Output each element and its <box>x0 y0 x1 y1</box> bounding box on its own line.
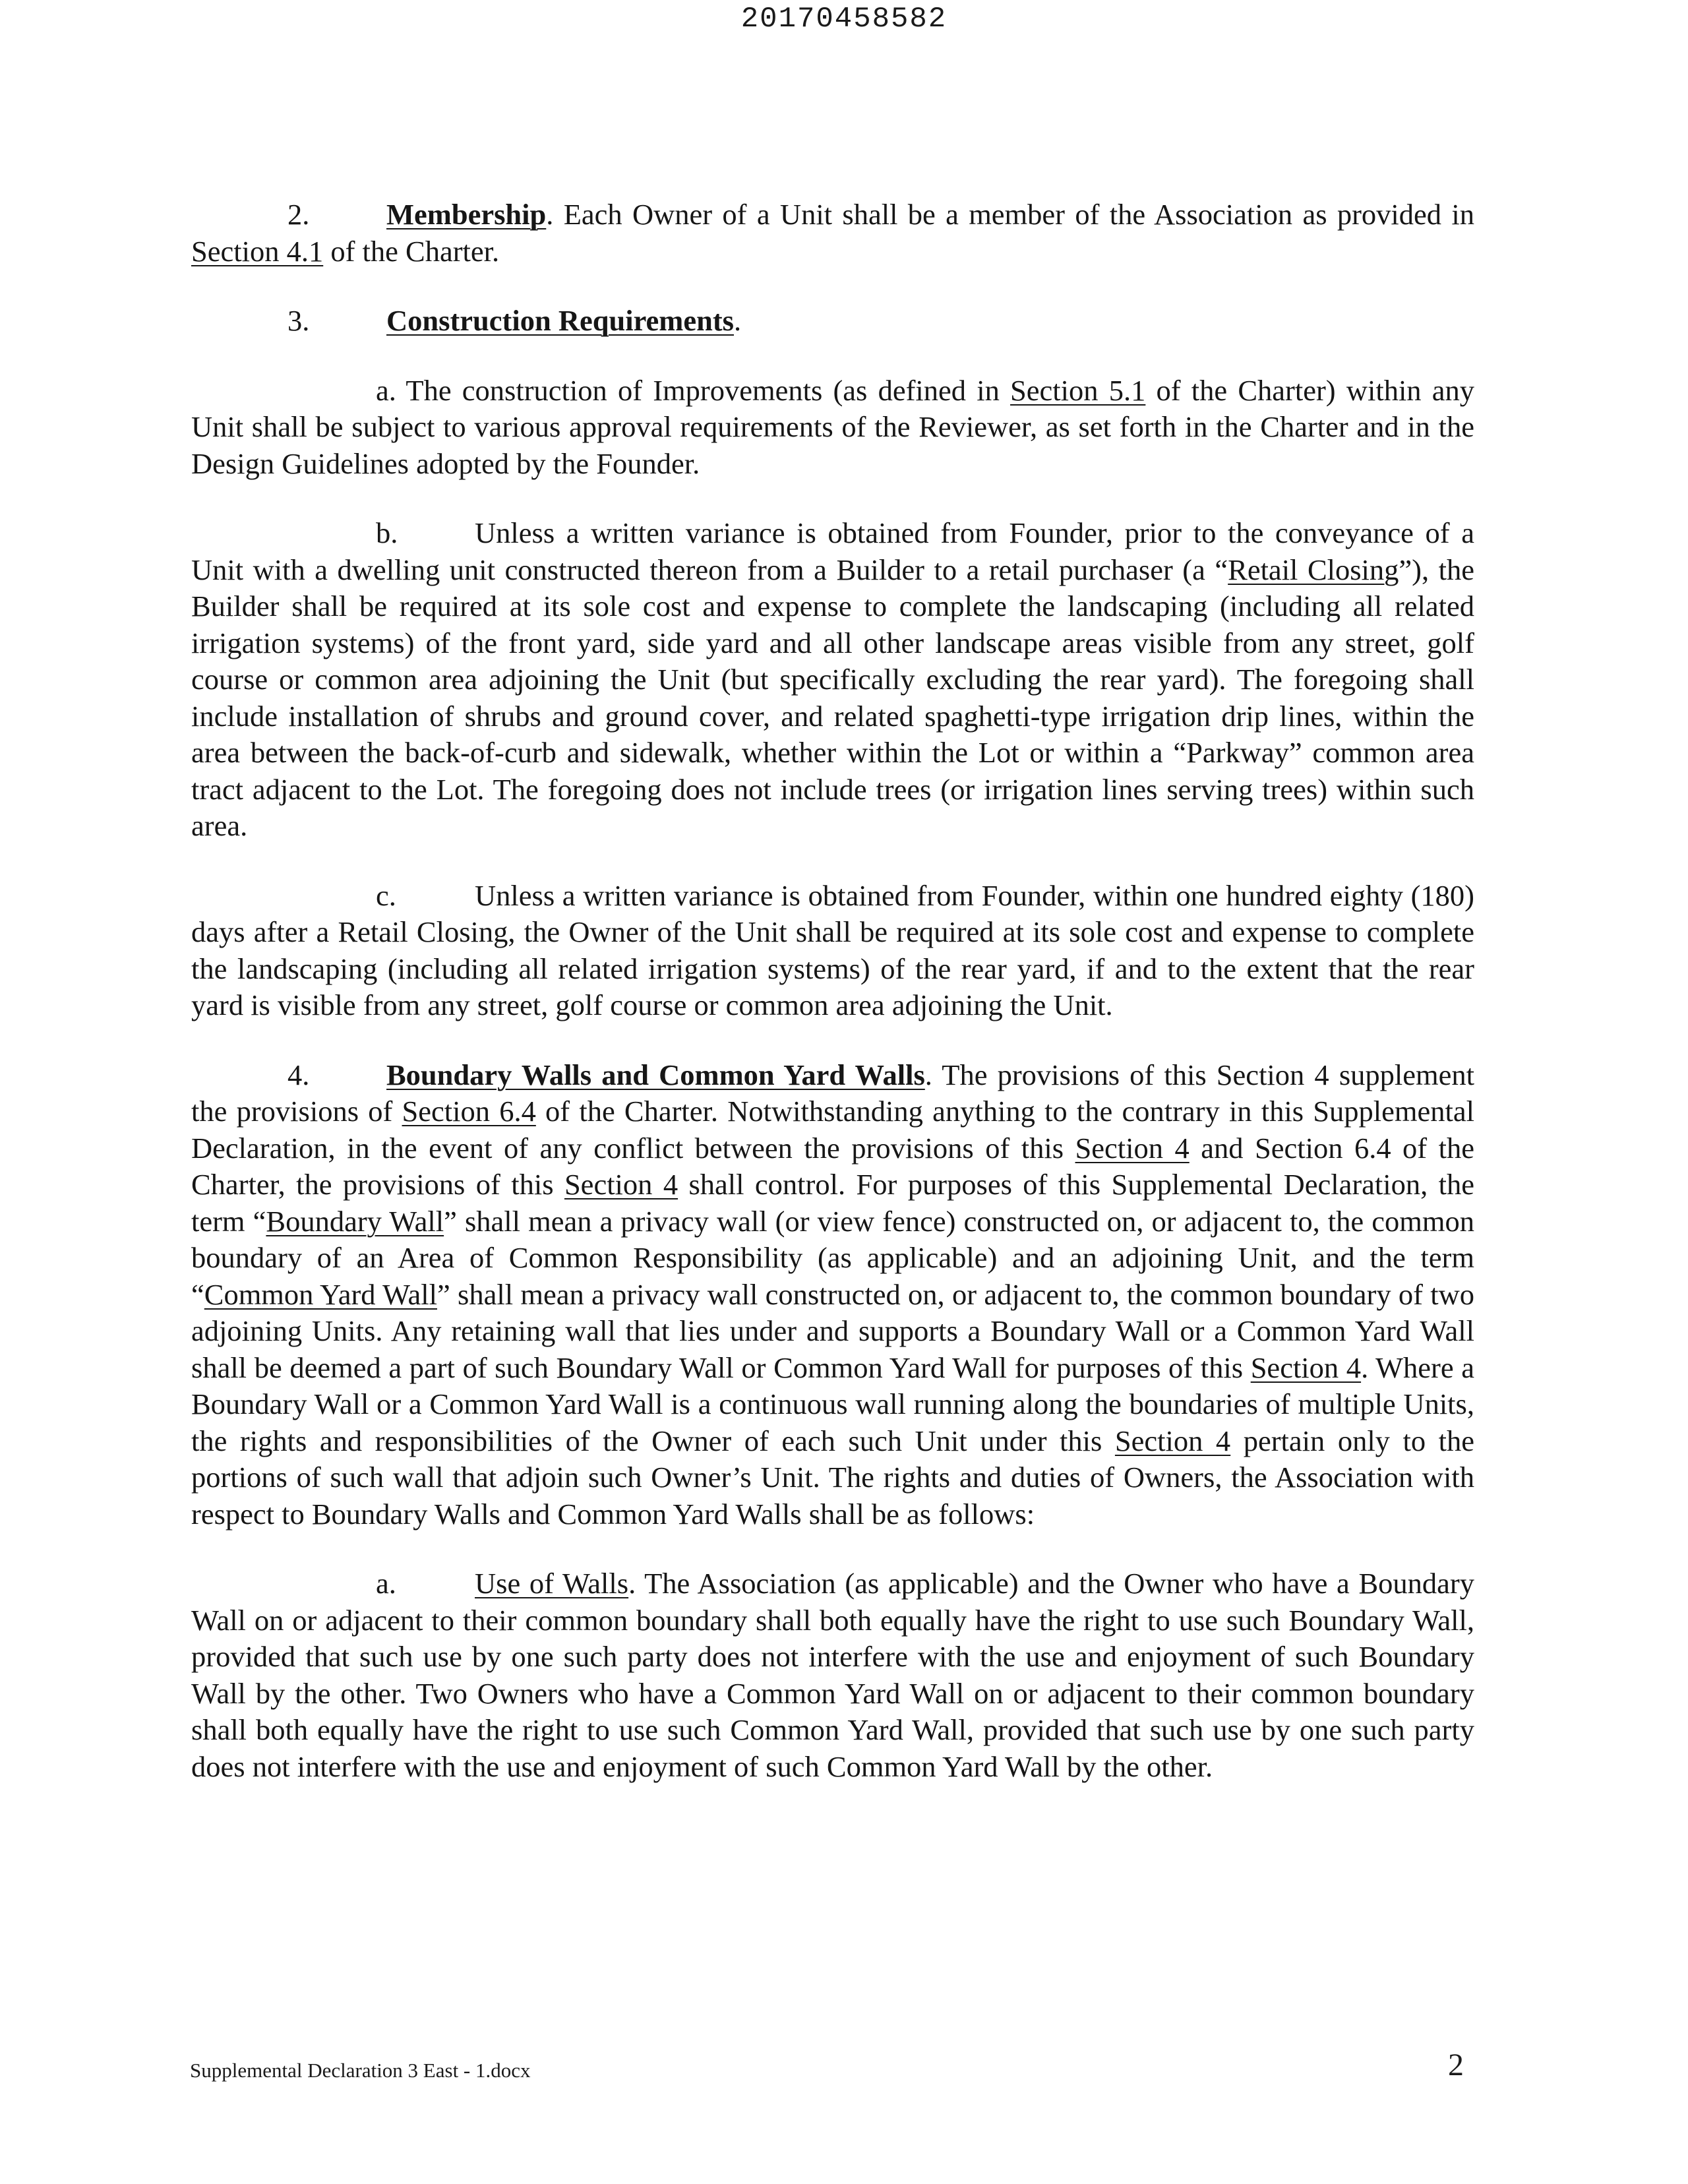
body-text: . The Association (as applicable) and the Owner who have a Boundary Wall on or adjacent to their common boundary shall both equally have the right to use such Boundary Wall, provided that such use by one such party does not interfere with the use and enjoyment of such Boundary Wall by the other. Two Owners who have a Common Yard Wall on or adjacent to their common boundary shall both equally have the right to use such Common Yard Wall, provided that such use by one such party does not interfere with the use and enjoyment of such Common Yard Wall by the other. <box>191 1567 1474 1783</box>
section-heading: Construction Requirements <box>386 304 734 337</box>
section-4a-use-of-walls <box>191 1565 1474 1785</box>
body-text: pertain only to the portions of such wall that adjoin such Owner’s Unit. The rights and duties of Owners, the Association with respect to Boundary Walls and Common Yard Walls shall be as follows: <box>191 1424 1475 1531</box>
section-3c <box>191 878 1474 1024</box>
body-text: Unless a written variance is obtained from Founder, prior to the conveyance of a Unit with a dwelling unit constructed thereon from a Builder to a retail purchaser (a “ <box>191 516 1474 586</box>
body-text: of the Charter) within any Unit shall be subject to various approval requirements of the Reviewer, as set forth in the Charter and in the Design Guidelines adopted by the Founder. <box>191 373 1475 480</box>
body-text: ”), the Builder shall be required at its sole cost and expense to complete the landscaping (including all related irrigation systems) of the front yard, side yard and all other landscape areas visible from any street, golf course or common area adjoining the Unit (but specifically excluding the rear yard). The foregoing shall include installation of shrubs and ground cover, and related spaghetti-type irrigation drip lines, within the area between the back-of-curb and sidewalk, whether within the Lot or within a “Parkway” common area tract adjacent to the Lot. The foregoing does not include trees (or irrigation lines serving trees) within such area. <box>191 553 1475 842</box>
section-number: 3. <box>287 304 310 337</box>
section-4-boundary-walls <box>191 1057 1474 1533</box>
recording-number: 20170458582 <box>740 3 948 36</box>
body-text: shall control. For purposes of this Supplemental Declaration, the term “ <box>191 1168 1475 1238</box>
subsection-label: c. <box>376 878 396 912</box>
section-number: 2. <box>287 198 310 231</box>
defined-term: Retail Closing <box>1228 553 1399 586</box>
subsection-label: a. <box>376 1567 396 1600</box>
section-reference: Section 4 <box>1250 1350 1362 1384</box>
section-heading: Membership <box>386 198 547 231</box>
footer-filename: Supplemental Declaration 3 East - 1.docx <box>190 2059 531 2082</box>
body-text: . <box>733 304 742 337</box>
body-text: Unless a written variance is obtained from Founder, within one hundred eighty (180) days after a Retail Closing, the Owner of the Unit shall be required at its sole cost and expense to complete the landscaping (including all related irrigation systems) of the rear yard, if and to the extent that the rear yard is visible from any street, golf course or common area adjoining the Unit. <box>191 878 1474 1021</box>
subsection-label: b. <box>376 516 398 549</box>
body-text: . Each Owner of a Unit shall be a member of the Association as provided in <box>546 198 1474 231</box>
section-3a <box>191 373 1474 483</box>
section-reference: Section 4.1 <box>191 234 324 268</box>
section-reference: Section 5.1 <box>1010 373 1146 407</box>
section-number: 4. <box>287 1058 310 1091</box>
section-reference: Section 4 <box>1075 1131 1190 1165</box>
body-text: and Section 6.4 of the Charter, the provisions of this <box>191 1131 1474 1201</box>
section-heading: Boundary Walls and Common Yard Walls <box>386 1058 925 1091</box>
subsection-heading: Use of Walls <box>475 1567 629 1600</box>
section-2-membership <box>191 197 1474 270</box>
body-text: . The provisions of this Section 4 supplement the provisions of <box>191 1058 1474 1128</box>
page-number: 2 <box>1448 2048 1464 2082</box>
defined-term: Boundary Wall <box>266 1204 444 1238</box>
body-text: . Where a Boundary Wall or a Common Yard Wall is a continuous wall running along the boundaries of multiple Units, the rights and responsibilities of the Owner of each such Unit under this <box>191 1350 1474 1457</box>
body-text: of the Charter. Notwithstanding anything to the contrary in this Supplemental Declaration, in the event of any conflict between the provisions of this <box>191 1095 1474 1165</box>
section-reference: Section 4 <box>1114 1424 1231 1457</box>
section-3-heading <box>191 303 1474 340</box>
section-reference: Section 4 <box>564 1168 678 1201</box>
body-text: of the Charter. <box>323 234 500 268</box>
section-3b <box>191 515 1474 845</box>
section-reference: Section 6.4 <box>402 1095 536 1128</box>
document-body <box>191 197 1474 1785</box>
subsection-label: a. <box>376 373 396 407</box>
body-text: ” shall mean a privacy wall constructed on, or adjacent to, the common boundary of two adjoining Units. Any retaining wall that lies under and supports a Boundary Wall or a Common Yard Wall shall be deemed a part of such Boundary Wall or Common Yard Wall for purposes of this <box>191 1277 1474 1384</box>
body-text: The construction of Improvements (as defined in <box>406 373 1011 407</box>
body-text: ” shall mean a privacy wall (or view fence) constructed on, or adjacent to, the common boundary of an Area of Common Responsibility (as applicable) and an adjoining Unit, and the term “ <box>191 1204 1474 1311</box>
defined-term: Common Yard Wall <box>204 1277 437 1311</box>
